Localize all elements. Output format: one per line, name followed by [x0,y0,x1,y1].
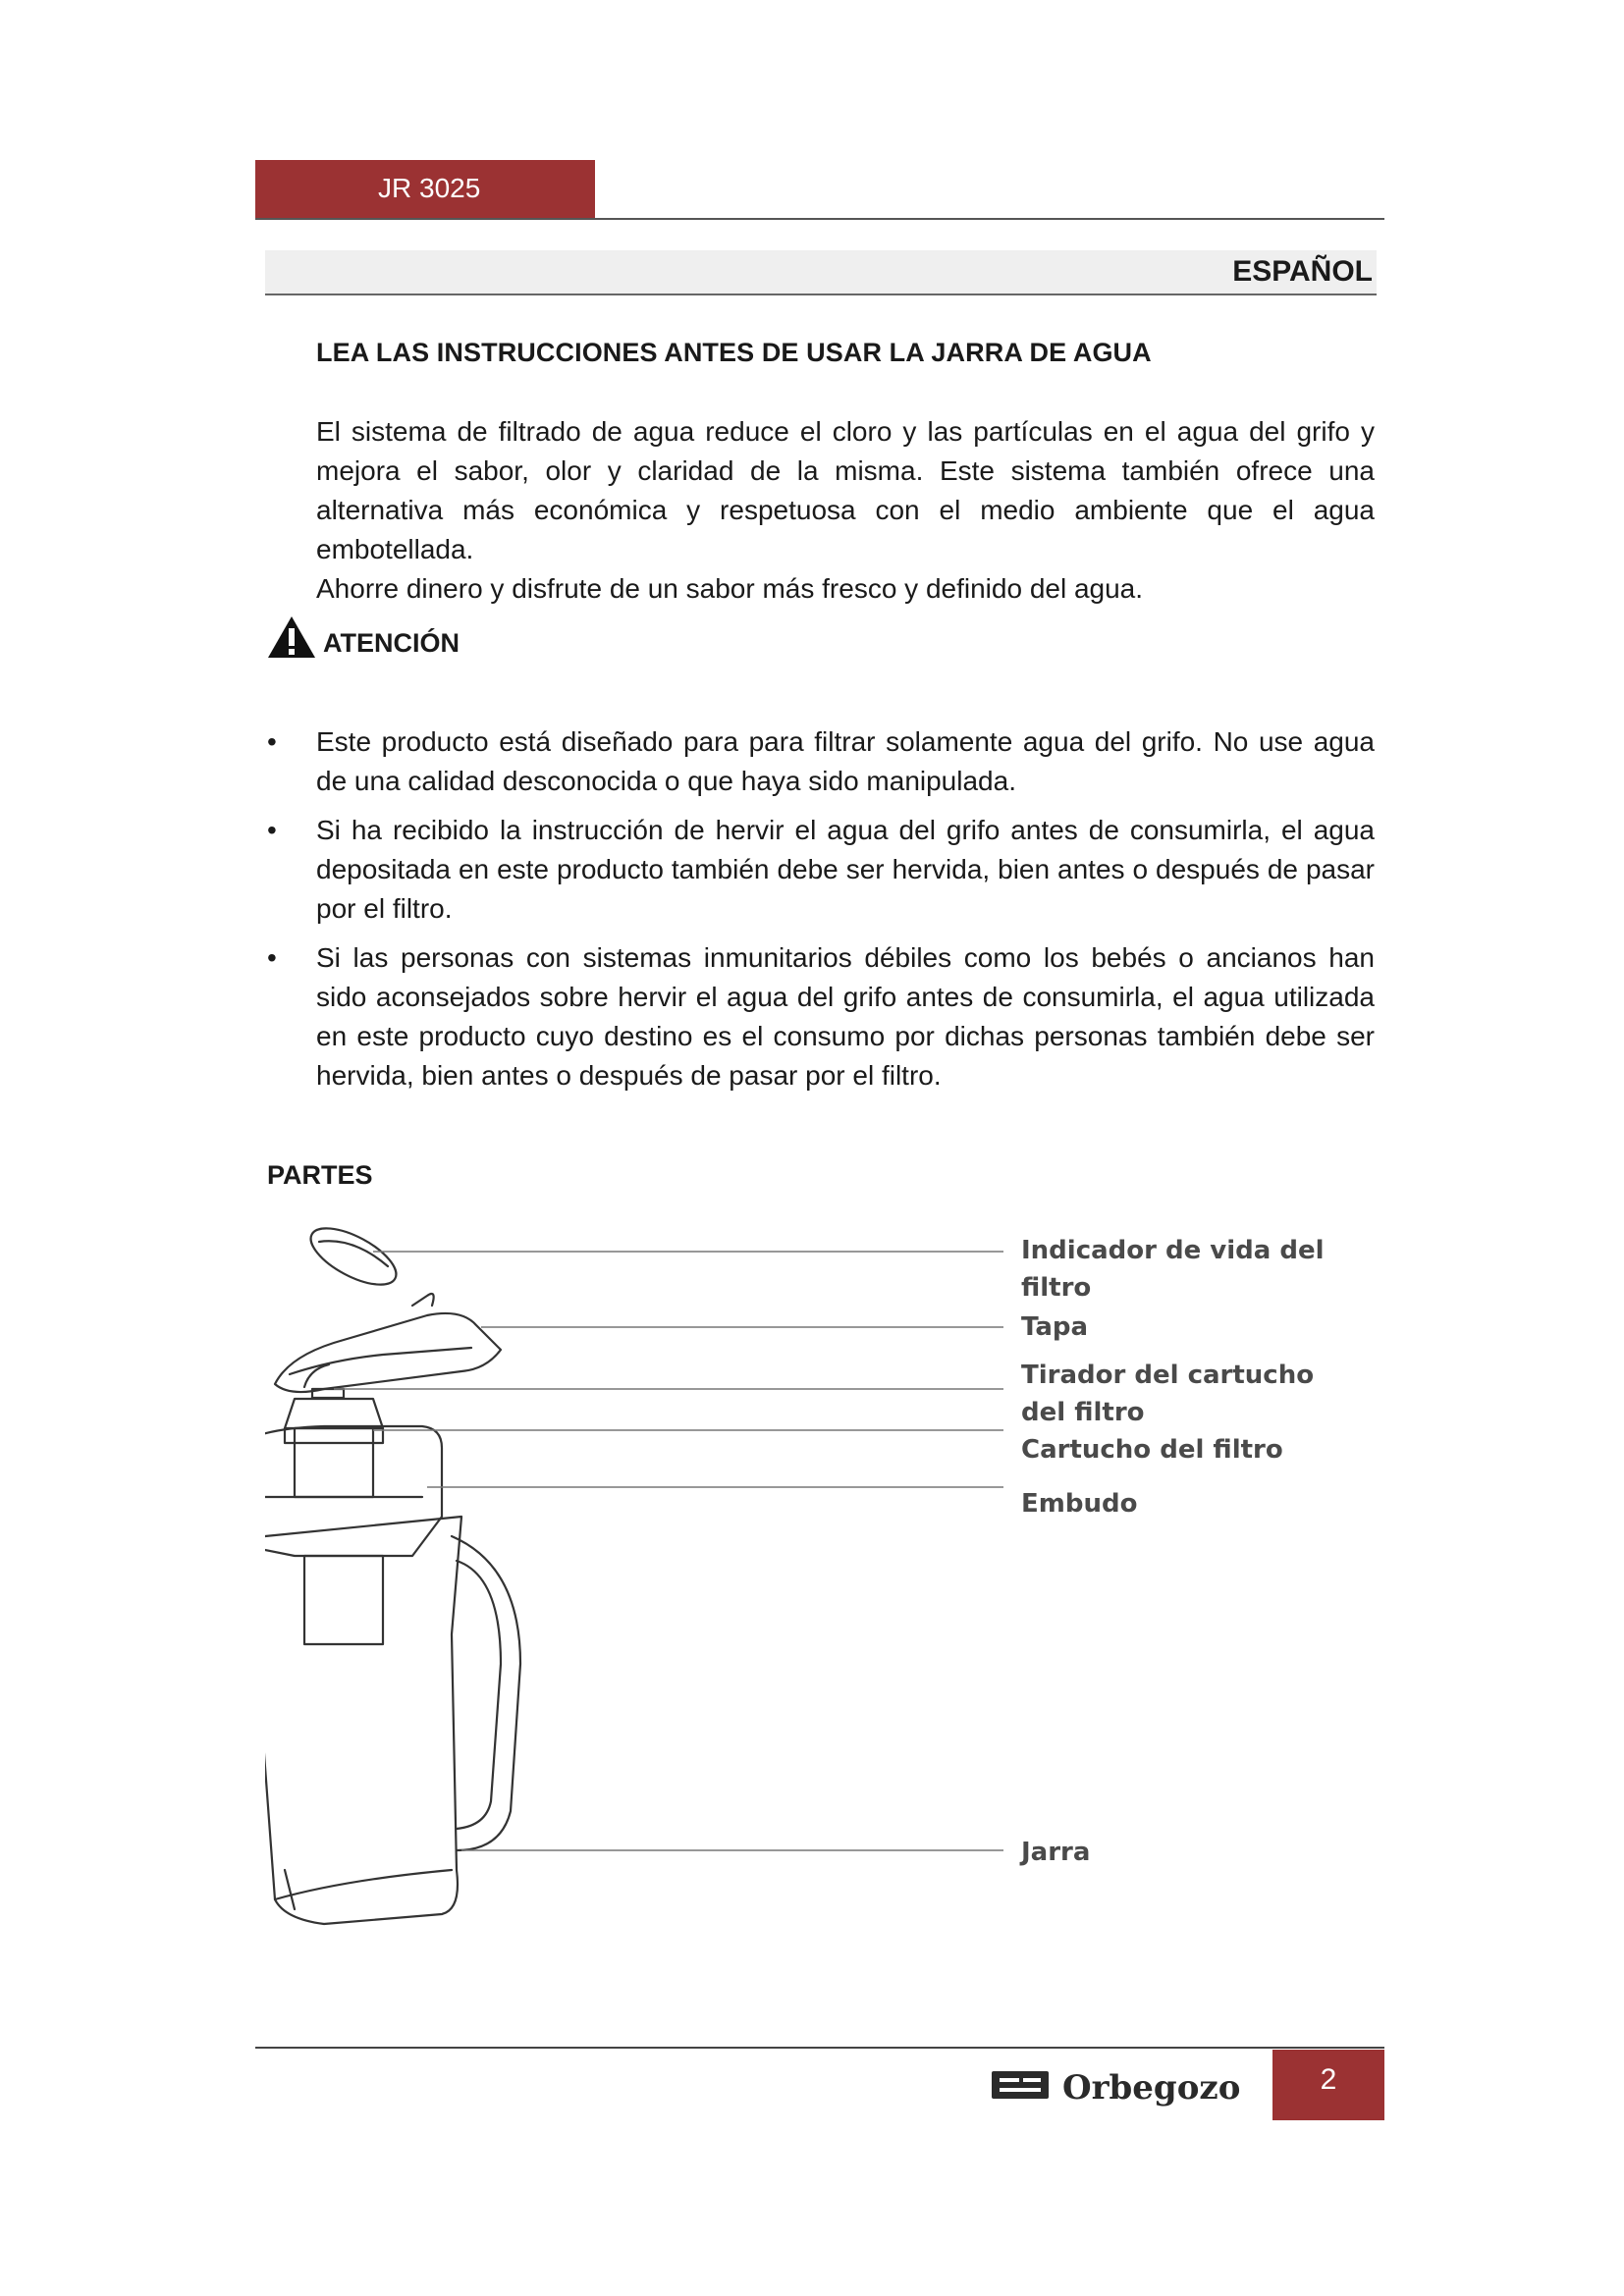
list-item [267,722,1375,801]
header-rule [255,218,1384,220]
list-item [267,938,1375,1095]
label-indicator: Indicador de vida del filtro [1021,1236,1325,1303]
jug-illustration [265,1222,1384,1949]
language-rule [265,294,1377,295]
brand-wordmark: Orbegozo [1062,2068,1241,2108]
language-band [265,250,1377,294]
warning-item-3: Si las personas con sistemas inmunitarios débiles como los bebés o ancianos han sido aconsejados sobre hervir el agua del grifo antes de consumirla, el agua utilizada en este producto cuyo destino es el consumo por dichas personas también debe ser hervida, bien antes o después de pasar por el filtro. [316,942,1375,1091]
lid-drawing [275,1313,501,1392]
page-number-box [1272,2050,1384,2120]
footer-rule [255,2047,1384,2049]
warning-item-2: Si ha recibido la instrucción de hervir el agua del grifo antes de consumirla, el agua depositada en este producto también debe ser hervida, bien antes o después de pasar por el filtro. [316,815,1375,924]
label-handle-line1: Tirador del cartucho [1021,1361,1315,1390]
label-lid: Tapa [1021,1312,1089,1342]
label-handle-line2: del filtro [1021,1398,1145,1427]
intro-paragraph-1: El sistema de filtrado de agua reduce el cloro y las partículas en el agua del grifo y mejora el sabor, olor y claridad de la misma. Este sistema también ofrece una alternativa más económica y respetuosa con el medio ambiente que el agua embotellada. [316,416,1375,564]
list-item [267,811,1375,929]
model-tab [255,160,595,218]
parts-diagram [265,1222,1384,1949]
warning-title: ATENCIÓN [323,628,460,658]
warning-list [267,722,1375,1105]
warning-item-1: Este producto está diseñado para para filtrar solamente agua del grifo. No use agua de una calidad desconocida o que haya sido manipulada. [316,726,1375,796]
warning-triangle-icon [267,615,316,659]
language-label: ESPAÑOL [1232,255,1373,288]
model-number: JR 3025 [378,173,481,203]
jug-drawing [265,1517,461,1924]
orbegozo-logo [992,2061,1257,2110]
filter-indicator-drawing [302,1222,405,1296]
page-number: 2 [1320,2063,1337,2096]
label-jug: Jarra [1021,1838,1091,1867]
cartridge-drawing [285,1399,383,1428]
instructions-title: LEA LAS INSTRUCCIONES ANTES DE USAR LA JARRA DE AGUA [316,338,1152,367]
label-cartridge: Cartucho del filtro [1021,1435,1283,1465]
label-funnel: Embudo [1021,1489,1138,1519]
bullet-icon: • [267,726,277,757]
parts-title: PARTES [267,1160,373,1190]
bullet-icon: • [267,942,277,973]
bullet-icon: • [267,815,277,845]
intro-paragraph-2: Ahorre dinero y disfrute de un sabor más fresco y definido del agua. [316,573,1144,604]
intro-text [316,412,1375,609]
funnel-drawing [265,1426,442,1556]
